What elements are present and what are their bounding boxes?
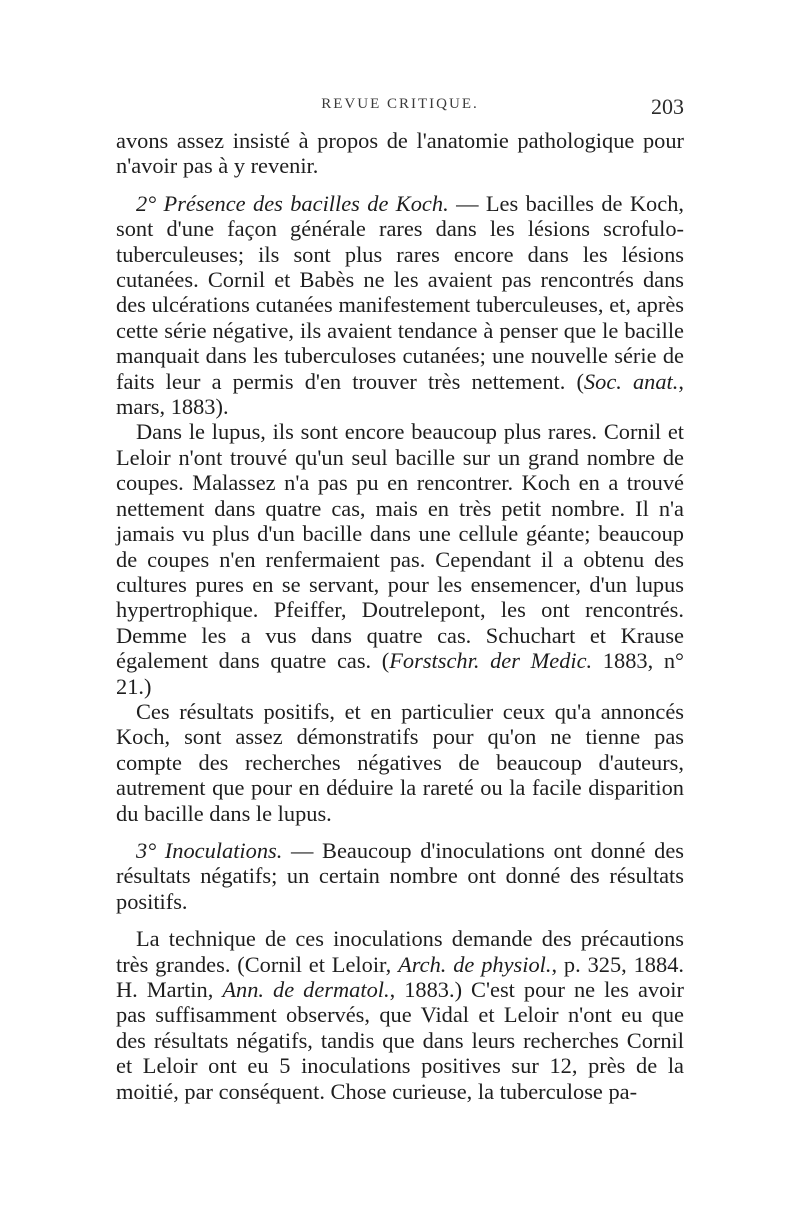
paragraph-text-tail: 1883, n° 21.) xyxy=(116,648,684,699)
citation: Soc. anat. xyxy=(583,368,679,394)
page-number: 203 xyxy=(651,94,684,119)
paragraph-text: — Les bacilles de Koch, sont d'une façon générale rares dans les lésions scrofulo-tuberculeuses; ils sont plus rares encore dans les lésions cutanées. Cornil et Babès ne les avaient pas rencontrés dans des ulcérations cutanées manifestement tuberculeuses, et, après cette série négative, ils avaient tendance à penser que le bacille manquait dans les tuberculoses cutanées; une nouvelle série de faits leur a permis d'en trouver très nettement. ( xyxy=(116,190,684,394)
paragraph-3 xyxy=(116,419,684,698)
paragraph-text: La technique de ces inoculations demande des précautions très grandes. (Cornil et Leloir, xyxy=(116,926,684,977)
paragraph-text: Dans le lupus, ils sont encore beaucoup plus rares. Cornil et Leloir n'ont trouvé qu'un seul bacille sur un grand nombre de coupes. Malassez n'a pas pu en rencontrer. Koch en a trouvé nettement dans quatre cas, mais en très petit nombre. Il n'a jamais vu plus d'un bacille dans une cellule géante; beaucoup de coupes n'en renfermaient pas. Cependant il a obtenu des cultures pures en se servant, pour les ensemencer, d'un lupus hypertrophique. Pfeiffer, Doutrelepont, les ont rencontrés. Demme les a vus dans quatre cas. Schuchart et Krause également dans quatre cas. ( xyxy=(116,419,684,674)
running-title: REVUE CRITIQUE. xyxy=(321,96,479,112)
citation: Ann. de dermatol. xyxy=(222,977,390,1002)
paragraph-text: Ces résultats positifs, et en particulier ceux qu'a annoncés Koch, sont assez démonstratifs pour qu'on ne tienne pas compte des recherches négatives de beaucoup d'auteurs, autrement que pour en déduire la rareté ou la facile disparition du bacille dans le lupus. xyxy=(116,698,684,826)
paragraph-text: — Beaucoup d'inoculations ont donné des résultats négatifs; un certain nombre ont donné des résultats positifs. xyxy=(116,837,684,914)
paragraph-4 xyxy=(116,699,684,826)
citation: Forstschr. der Medic. xyxy=(389,648,593,674)
page-header xyxy=(116,94,684,120)
paragraph-1 xyxy=(116,128,684,179)
section-heading: 3° Inoculations. xyxy=(136,837,283,863)
paragraph-text-tail: , 1883.) C'est pour ne les avoir pas suffisamment observés, que Vidal et Leloir n'ont eu que des résultats négatifs, tandis que dans leurs recherches Cornil et Leloir ont eu 5 inoculations positives sur 12, près de la moitié, par conséquent. Chose curieuse, la tuberculose pa- xyxy=(116,977,684,1104)
citation: Arch. de physiol. xyxy=(398,951,552,977)
body-text xyxy=(116,128,684,1104)
paragraph-text-mid: , p. 325, 1884. H. Martin, xyxy=(116,951,684,1002)
paragraph-text-tail: , mars, 1883). xyxy=(116,368,684,420)
paragraph-6 xyxy=(116,926,684,1104)
paragraph-2 xyxy=(116,191,684,420)
paragraph-5 xyxy=(116,838,684,914)
section-heading: 2° Présence des bacilles de Koch. xyxy=(136,190,449,216)
paragraph-text: avons assez insisté à propos de l'anatomie pathologique pour n'avoir pas à y revenir. xyxy=(116,128,684,179)
